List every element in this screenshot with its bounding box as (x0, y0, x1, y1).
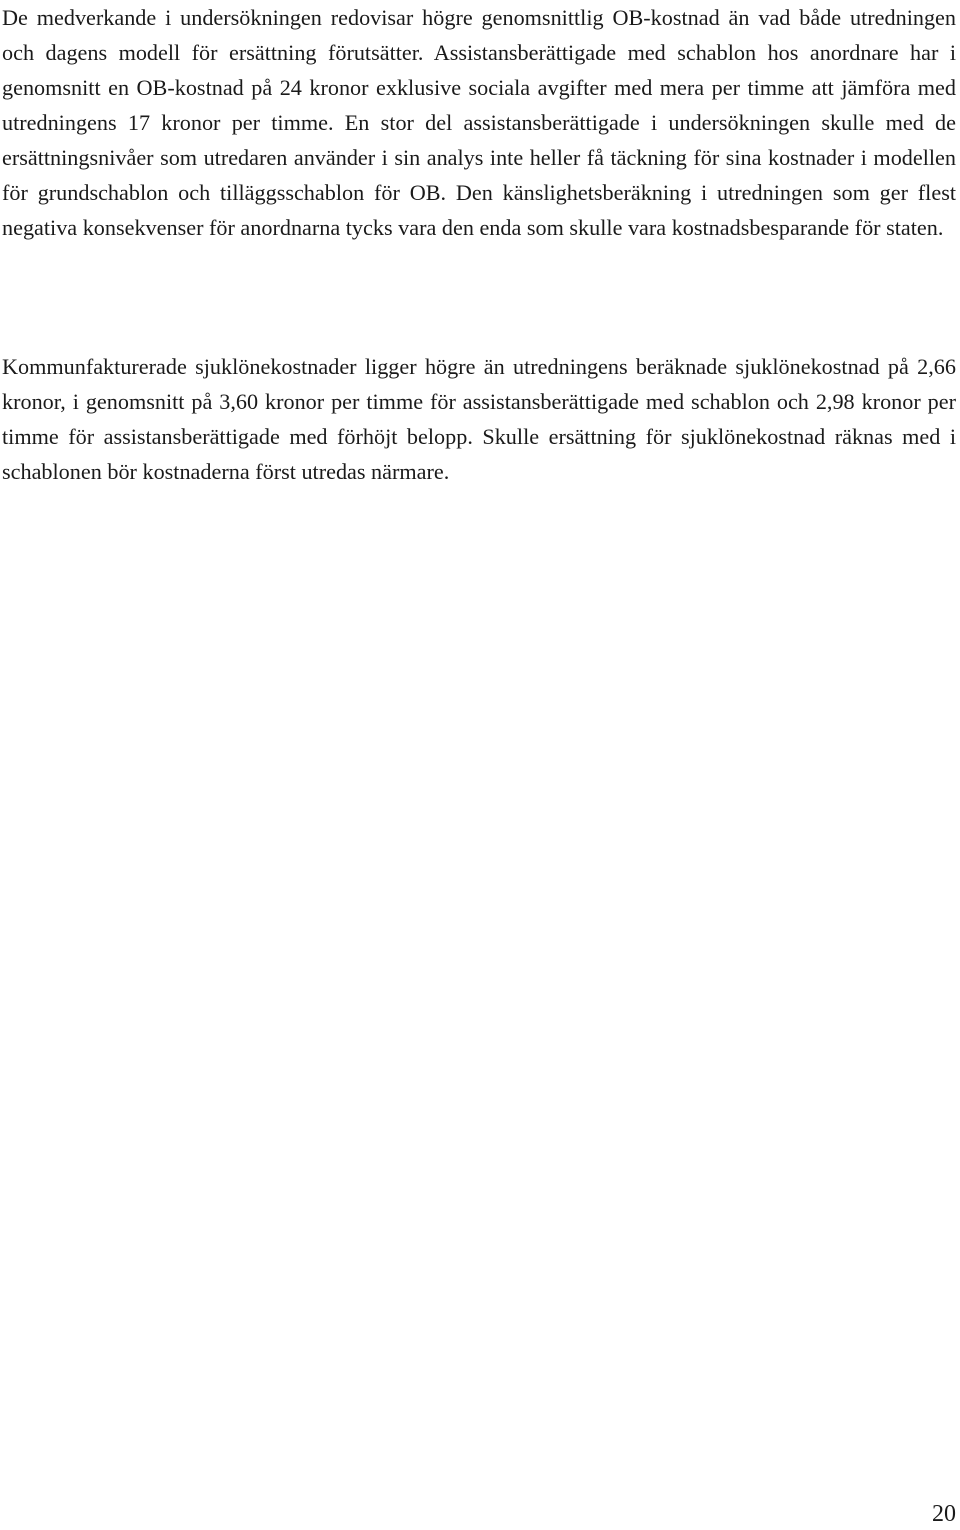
page-number: 20 (932, 1501, 956, 1527)
paragraph-sjuklonekostnad: Kommunfakturerade sjuklönekostnader ligger högre än utredningens beräknade sjuklönekostnad på 2,66 kronor, i genomsnitt på 3,60 kronor per timme för assistansberättigade med schablon och 2,98 kronor per timme för assistansberättigade med förhöjt belopp. Skulle ersättning för sjuklönekostnad räknas med i schablonen bör kostnaderna först utredas närmare. (2, 354, 956, 484)
paragraph-ob-kostnad: De medverkande i undersökningen redovisar högre genomsnittlig OB-kostnad än vad både utredningen och dagens modell för ersättning förutsätter. Assistansberättigade med schablon hos anordnare har i genomsnitt en OB-kostnad på 24 kronor exklusive sociala avgifter med mera per timme att jämföra med utredningens 17 kronor per timme. En stor del assistansberättigade i undersökningen skulle med de ersättningsnivåer som utredaren använder i sin analys inte heller få täckning för sina kostnader i modellen för grundschablon och tilläggsschablon för OB. Den känslighetsberäkning i utredningen som ger flest negativa konsekvenser för anordnarna tycks vara den enda som skulle vara kostnadsbesparande för staten. (2, 5, 956, 240)
document-page (2, 0, 958, 1530)
